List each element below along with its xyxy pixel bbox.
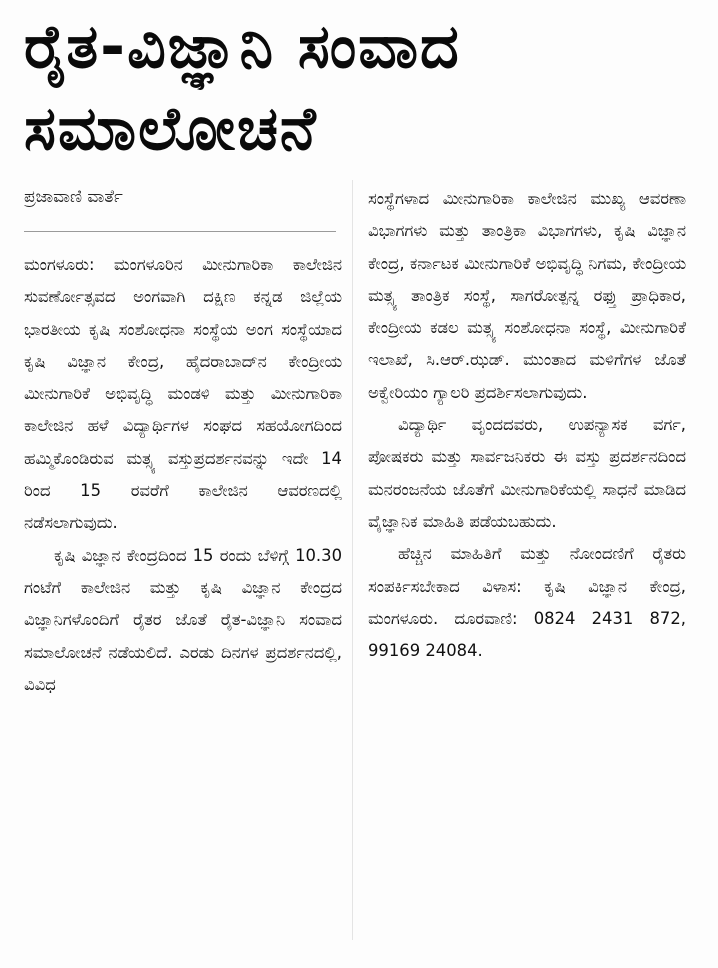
headline bbox=[24, 6, 704, 170]
article-paragraph: ಸಂಸ್ಥೆಗಳಾದ ಮೀನುಗಾರಿಕಾ ಕಾಲೇಜಿನ ಮುಖ್ಯ ಆವರಣಾ ವಿಭಾಗಗಳು ಮತ್ತು ತಾಂತ್ರಿಕಾ ವಿಭಾಗಗಳು, ಕೃಷಿ ವಿಜ್ಞಾನ ಕೇಂದ್ರ, ಕರ್ನಾಟಕ ಮೀನುಗಾರಿಕೆ ಅಭಿವೃದ್ಧಿ ನಿಗಮ, ಕೇಂದ್ರೀಯ ಮತ್ಸ್ಯ ತಾಂತ್ರಿಕ ಸಂಸ್ಥೆ, ಸಾಗರೋತ್ಪನ್ನ ರಫ್ತು ಪ್ರಾಧಿಕಾರ, ಕೇಂದ್ರೀಯ ಕಡಲ ಮತ್ಸ್ಯ ಸಂಶೋಧನಾ ಸಂಸ್ಥೆ, ಮೀನುಗಾರಿಕೆ ಇಲಾಖೆ, ಸಿ.ಆರ್.ಝಡ್. ಮುಂತಾದ ಮಳಿಗೆಗಳ ಜೊತೆ ಅಕ್ವೇರಿಯಂ ಗ್ಯಾಲರಿ ಪ್ರದರ್ಶಿಸಲಾಗುವುದು. bbox=[368, 189, 686, 402]
byline-divider bbox=[24, 231, 336, 232]
column-gutter bbox=[352, 180, 353, 940]
article-paragraph: ಹೆಚ್ಚಿನ ಮಾಹಿತಿಗೆ ಮತ್ತು ನೋಂದಣಿಗೆ ರೈತರು ಸಂಪರ್ಕಿಸಬೇಕಾದ ವಿಳಾಸ: ಕೃಷಿ ವಿಜ್ಞಾನ ಕೇಂದ್ರ, ಮಂಗಳೂರು. ದೂರವಾಣಿ: 0824 2431 872, 99169 24084. bbox=[368, 544, 686, 661]
headline-line-2: ಸಮಾಲೋಚನೆ bbox=[24, 94, 318, 164]
headline-line-1: ರೈತ-ವಿಜ್ಞಾನಿ ಸಂವಾದ bbox=[24, 12, 461, 82]
article-paragraph: ವಿದ್ಯಾರ್ಥಿ ವೃಂದದವರು, ಉಪನ್ಯಾಸಕ ವರ್ಗ, ಪೋಷಕರು ಮತ್ತು ಸಾರ್ವಜನಿಕರು ಈ ವಸ್ತು ಪ್ರದರ್ಶನದಿಂದ ಮನರಂಜನೆಯ ಜೊತೆಗೆ ಮೀನುಗಾರಿಕೆಯಲ್ಲಿ ಸಾಧನೆ ಮಾಡಿದ ವೈಜ್ಞಾನಿಕ ಮಾಹಿತಿ ಪಡೆಯಬಹುದು. bbox=[368, 415, 686, 531]
byline: ಪ್ರಜಾವಾಣಿ ವಾರ್ತೆ bbox=[24, 187, 123, 207]
article-column-right bbox=[368, 183, 686, 667]
article-paragraph: ಕೃಷಿ ವಿಜ್ಞಾನ ಕೇಂದ್ರದಿಂದ 15 ರಂದು ಬೆಳಿಗ್ಗೆ 10.30 ಗಂಟೆಗೆ ಕಾಲೇಜಿನ ಮತ್ತು ಕೃಷಿ ವಿಜ್ಞಾನ ಕೇಂದ್ರದ ವಿಜ್ಞಾನಿಗಳೊಂದಿಗೆ ರೈತರ ಜೊತೆ ರೈತ-ವಿಜ್ಞಾನಿ ಸಂವಾದ ಸಮಾಲೋಚನೆ ನಡೆಯಲಿದೆ. ಎರಡು ದಿನಗಳ ಪ್ರದರ್ಶನದಲ್ಲಿ, ವಿವಿಧ bbox=[24, 545, 342, 694]
article-paragraph: ಮಂಗಳೂರು: ಮಂಗಳೂರಿನ ಮೀನುಗಾರಿಕಾ ಕಾಲೇಜಿನ ಸುವರ್ಣೋತ್ಸವದ ಅಂಗವಾಗಿ ದಕ್ಷಿಣ ಕನ್ನಡ ಜಿಲ್ಲೆಯ ಭಾರತೀಯ ಕೃಷಿ ಸಂಶೋಧನಾ ಸಂಸ್ಥೆಯ ಅಂಗ ಸಂಸ್ಥೆಯಾದ ಕೃಷಿ ವಿಜ್ಞಾನ ಕೇಂದ್ರ, ಹೈದರಾಬಾದ್‌ನ ಕೇಂದ್ರೀಯ ಮೀನುಗಾರಿಕೆ ಅಭಿವೃದ್ಧಿ ಮಂಡಳಿ ಮತ್ತು ಮೀನುಗಾರಿಕಾ ಕಾಲೇಜಿನ ಹಳೆ ವಿದ್ಯಾರ್ಥಿಗಳ ಸಂಘದ ಸಹಯೋಗದಿಂದ ಹಮ್ಮಿಕೊಂಡಿರುವ ಮತ್ಸ್ಯ ವಸ್ತುಪ್ರದರ್ಶನವನ್ನು ಇದೇ 14 ರಿಂದ 15 ರವರೆಗೆ ಕಾಲೇಜಿನ ಆವರಣದಲ್ಲಿ ನಡೆಸಲಾಗುವುದು. bbox=[24, 255, 342, 533]
article-column-left bbox=[24, 249, 342, 701]
